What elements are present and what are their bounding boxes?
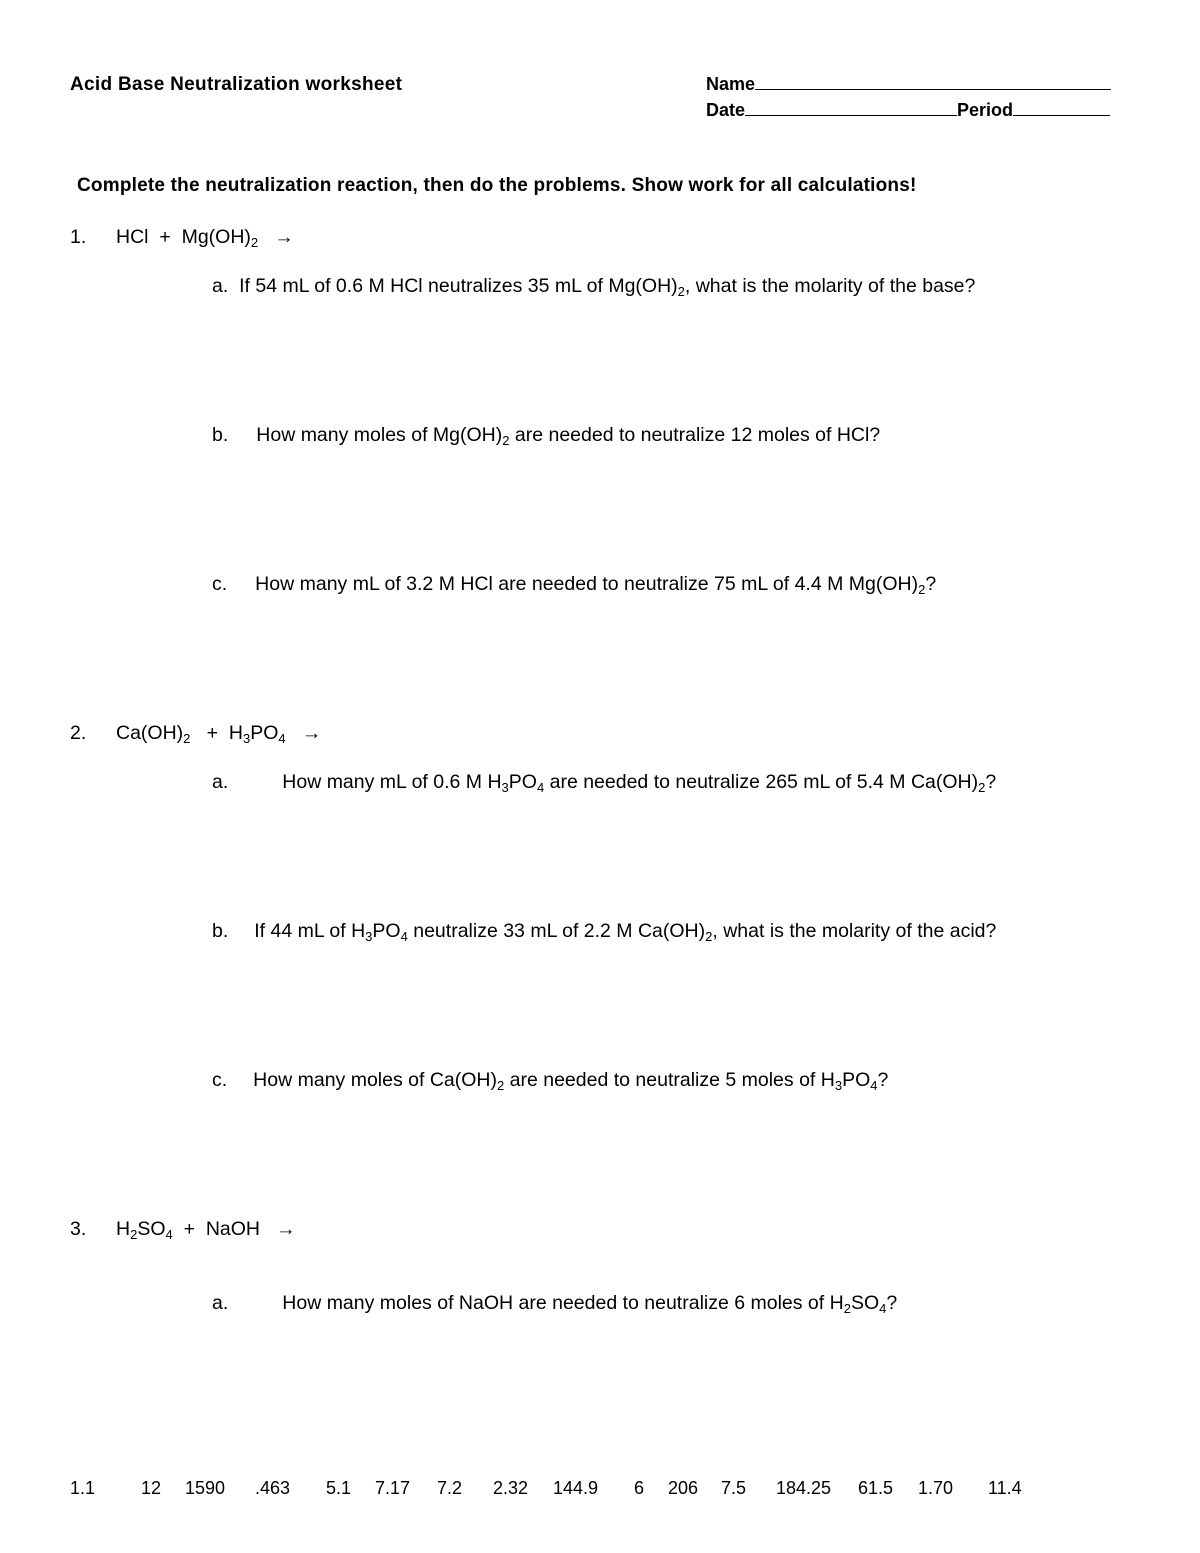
problem-2-reaction: $Ca(OH)_2$ + $H_3PO_4$ → [116,722,322,746]
instructions: Complete the neutralization reaction, then do the problems. Show work for all calculations! [77,175,917,196]
answer-value: 1590 [185,1478,226,1498]
question-2c: c. How many moles of $Ca(OH)_2$ are needed to neutralize 5 moles of $H_3PO_4$? [212,1069,889,1093]
period-blank-line[interactable] [1013,115,1110,116]
question-1b: b. How many moles of $Mg(OH)_2$ are needed to neutralize 12 moles of HCl? [212,424,881,448]
answer-value: 206 [668,1478,699,1498]
answer-value: 6 [634,1478,645,1498]
answer-value: 11.4 [988,1478,1022,1498]
answer-value: 184.25 [776,1478,832,1498]
answer-value: 61.5 [858,1478,894,1498]
answer-value: .463 [255,1478,291,1498]
date-blank-line[interactable] [745,115,957,116]
answer-value: 144.9 [553,1478,599,1498]
answer-value: 1.1 [70,1478,96,1498]
answer-value: 7.5 [721,1478,747,1498]
answer-value: 1.70 [918,1478,954,1498]
name-blank-line [755,89,1111,90]
problem-3-number: 3. [70,1218,87,1240]
reaction-arrow: → [274,226,294,248]
answer-value: 7.2 [437,1478,463,1498]
question-2b: b. If 44 mL of $H_3PO_4$ neutralize 33 mL of 2.2 M $Ca(OH)_2$, what is the molarity of the acid? [212,920,997,944]
question-1a: a. If 54 mL of 0.6 M HCl neutralizes 35 mL of $Mg(OH)_2$, what is the molarity of the base? [212,275,976,299]
name-label: Name [706,74,756,94]
question-3a: a. How many moles of NaOH are needed to neutralize 6 moles of $H_2SO_4$? [212,1292,898,1316]
date-label: Date [706,100,746,120]
answer-value: 7.17 [375,1478,411,1498]
period-label: Period [957,100,1014,120]
answer-value: 12 [141,1478,162,1498]
reaction-arrow: → [301,722,322,744]
problem-1-number: 1. [70,226,87,248]
question-2a: a. How many mL of 0.6 M $H_3PO_4$ are needed to neutralize 265 mL of 5.4 M $Ca(OH)_2$? [212,771,997,795]
problem-3-reaction: $H_2SO_4$ + NaOH → [116,1218,296,1242]
answer-value: 5.1 [326,1478,352,1498]
problem-2-number: 2. [70,722,87,744]
question-1c: c. How many mL of 3.2 M HCl are needed to neutralize 75 mL of 4.4 M $Mg(OH)_2$? [212,573,937,597]
answer-value: 2.32 [493,1478,529,1498]
reaction-arrow: → [276,1218,296,1240]
worksheet-title: Acid Base Neutralization worksheet [70,74,403,95]
name-field[interactable] [706,74,1111,95]
date-period-fields [706,100,1110,121]
problem-1-reaction: HCl + $Mg(OH)_2$ → [116,226,294,250]
